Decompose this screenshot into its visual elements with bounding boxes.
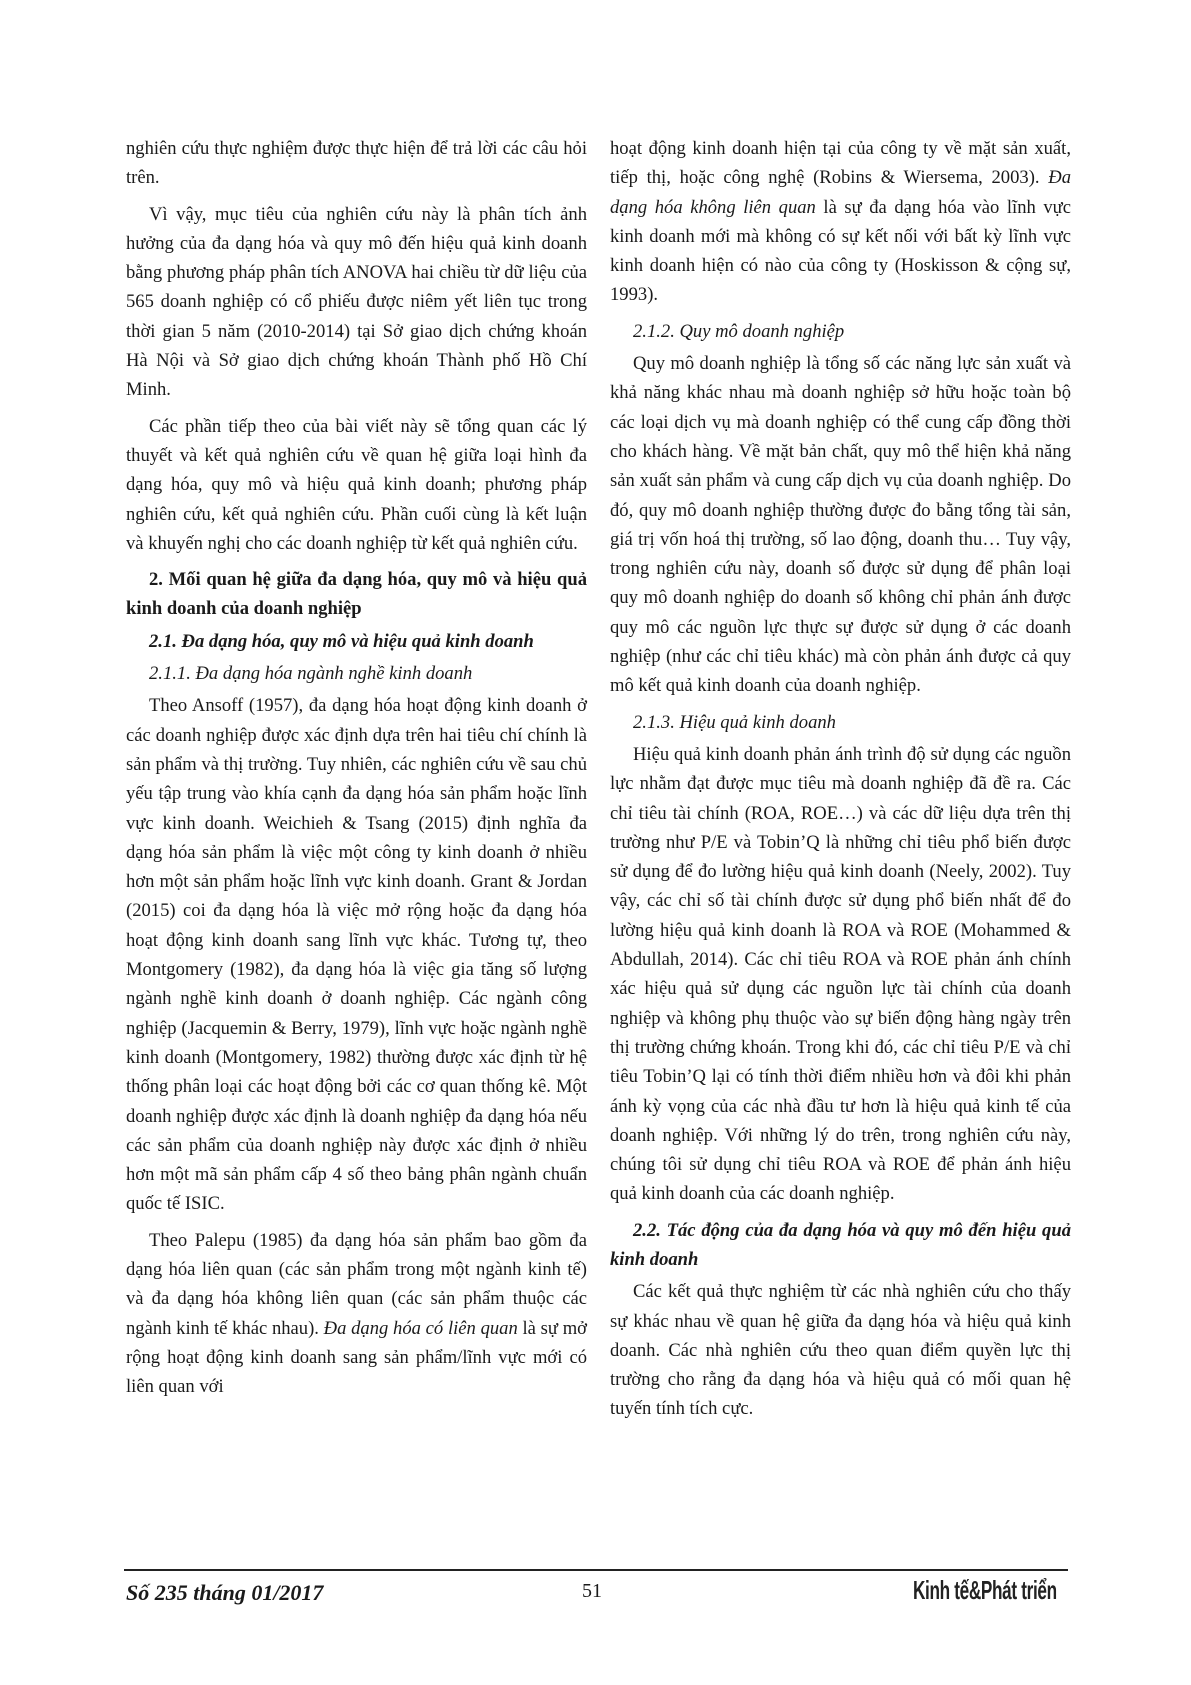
paragraph: Hiệu quả kinh doanh phản ánh trình độ sử dụng các nguồn lực nhằm đạt được mục tiêu mà doanh nghiệp đã đề ra. Các chỉ tiêu tài chính (ROA, ROE…) và các dữ liệu dựa trên thị trường như P/E và Tobin’Q là những chỉ tiêu phổ biến được sử dụng để đo lường hiệu quả kinh doanh (Neely, 2002). Tuy vậy, các chỉ số tài chính được sử dụng phổ biến nhất để đo lường hiệu quả kinh doanh là ROA và ROE (Mohammed & Abdullah, 2014). Các chỉ tiêu ROA và ROE phản ánh chính xác hiệu quả sử dụng các nguồn lực tài chính của doanh nghiệp và không phụ thuộc vào sự biến động hàng ngày trên thị trường chứng khoán. Trong khi đó, các chỉ tiêu P/E và chỉ tiêu Tobin’Q lại có tính thời điểm nhiều hơn và đôi khi phản ánh kỳ vọng của các nhà đầu tư hơn là hiệu quả kinh tế của doanh nghiệp. Với những lý do trên, trong nghiên cứu này, chúng tôi sử dụng chỉ tiêu ROA và ROE để phản ánh hiệu quả kinh doanh của các doanh nghiệp. xyxy=(610,743,1071,1205)
paragraph xyxy=(610,134,1071,310)
section-heading: 2. Mối quan hệ giữa đa dạng hóa, quy mô và hiệu quả kinh doanh của doanh nghiệp xyxy=(126,569,587,620)
right-column xyxy=(610,134,1071,1431)
subsection-heading: 2.2. Tác động của đa dạng hóa và quy mô đến hiệu quả kinh doanh xyxy=(610,1219,1071,1270)
italic-term: Đa dạng hóa có liên quan xyxy=(323,1317,518,1339)
paragraph: Theo Ansoff (1957), đa dạng hóa hoạt động kinh doanh ở các doanh nghiệp được xác định dựa trên hai tiêu chí chính là sản phẩm và thị trường. Tuy nhiên, các nghiên cứu về sau chủ yếu tập trung vào khía cạnh đa dạng hóa sản phẩm hoặc lĩnh vực kinh doanh. Weichieh & Tsang (2015) định nghĩa đa dạng hóa sản phẩm là việc một công ty kinh doanh ở nhiều hơn một sản phẩm hoặc lĩnh vực kinh doanh. Grant & Jordan (2015) coi đa dạng hóa là việc mở rộng hoặc đa dạng hóa hoạt động kinh doanh sang lĩnh vực khác. Tương tự, theo Montgomery (1982), đa dạng hóa là việc gia tăng số lượng ngành nghề kinh doanh ở doanh nghiệp. Các ngành công nghiệp (Jacquemin & Berry, 1979), lĩnh vực hoặc ngành nghề kinh doanh (Montgomery, 1982) thường được xác định từ hệ thống phân loại các hoạt động bởi các cơ quan thống kê. Một doanh nghiệp được xác định là doanh nghiệp đa dạng hóa nếu các sản phẩm của doanh nghiệp này được xác định ở nhiều hơn một mã sản phẩm cấp 4 số theo bảng phân ngành chuẩn quốc tế ISIC. xyxy=(126,695,587,1215)
subsubsection-heading: 2.1.2. Quy mô doanh nghiệp xyxy=(633,320,845,342)
subsubsection-heading: 2.1.1. Đa dạng hóa ngành nghề kinh doanh xyxy=(149,663,473,685)
subsection-heading: 2.1. Đa dạng hóa, quy mô và hiệu quả kinh doanh xyxy=(149,630,534,652)
text-run: hoạt động kinh doanh hiện tại của công ty về mặt sản xuất, tiếp thị, hoặc công nghệ (Robins & Wiersema, 2003). xyxy=(610,138,1071,189)
footer-rule xyxy=(124,1569,1068,1571)
paragraph: Các phần tiếp theo của bài viết này sẽ tổng quan các lý thuyết và kết quả nghiên cứu về quan hệ giữa loại hình đa dạng hóa, quy mô và hiệu quả kinh doanh; phương pháp nghiên cứu, kết quả nghiên cứu. Phần cuối cùng là kết luận và khuyến nghị cho các doanh nghiệp từ kết quả nghiên cứu. xyxy=(126,415,587,554)
paragraph: Các kết quả thực nghiệm từ các nhà nghiên cứu cho thấy sự khác nhau về quan hệ giữa đa dạng hóa và hiệu quả kinh doanh. Các nhà nghiên cứu theo quan điểm quyền lực thị trường cho rằng đa dạng hóa và hiệu quả có mối quan hệ tuyến tính tích cực. xyxy=(610,1281,1071,1420)
italic-term: Đa dạng hóa không liên quan xyxy=(610,167,1071,218)
text-run: là sự mở rộng hoạt động kinh doanh sang sản phẩm/lĩnh vực mới có liên quan với xyxy=(126,1317,587,1398)
subsubsection-heading: 2.1.3. Hiệu quả kinh doanh xyxy=(633,711,836,733)
paragraph: Quy mô doanh nghiệp là tổng số các năng lực sản xuất và khả năng khác nhau mà doanh nghiệp sở hữu hoặc toàn bộ các loại dịch vụ mà doanh nghiệp có thể cung cấp đồng thời cho khách hàng. Về mặt bản chất, quy mô thể hiện khả năng sản xuất sản phẩm và cung cấp dịch vụ của doanh nghiệp. Do đó, quy mô doanh nghiệp thường được đo bằng tổng tài sản, giá trị vốn hoá thị trường, số lao động, doanh thu… Tuy vậy, trong nghiên cứu này, doanh số được sử dụng để phân loại quy mô doanh nghiệp do doanh số không chỉ phản ánh được quy mô các nguồn lực thực sự được sử dụng ở các doanh nghiệp (như các chỉ tiêu khác) mà còn phản ánh được cả quy mô kết quả kinh doanh của doanh nghiệp. xyxy=(610,353,1071,697)
left-column xyxy=(126,134,587,1408)
page-number: 51 xyxy=(582,1580,602,1602)
journal-logo: Kinh tế&Phát triển xyxy=(913,1575,1057,1605)
text-run: là sự đa dạng hóa vào lĩnh vực kinh doanh mới mà không có sự kết nối với bất kỳ lĩnh vực kinh doanh hiện có nào của công ty (Hoskisson & cộng sự, 1993). xyxy=(610,196,1072,306)
issue-label: Số 235 tháng 01/2017 xyxy=(126,1580,324,1605)
text-run: Theo Palepu (1985) đa dạng hóa sản phẩm bao gồm đa dạng hóa liên quan (các sản phẩm trong một ngành kinh tế) và đa dạng hóa không liên quan (các sản phẩm thuộc các ngành kinh tế khác nhau). xyxy=(126,1229,587,1339)
paragraph xyxy=(126,1226,587,1402)
paragraph: nghiên cứu thực nghiệm được thực hiện để trả lời các câu hỏi trên. xyxy=(126,138,587,189)
paragraph: Vì vậy, mục tiêu của nghiên cứu này là phân tích ảnh hưởng của đa dạng hóa và quy mô đến hiệu quả kinh doanh bằng phương pháp phân tích ANOVA hai chiều từ dữ liệu của 565 doanh nghiệp có cổ phiếu được niêm yết liên tục trong thời gian 5 năm (2010-2014) tại Sở giao dịch chứng khoán Hà Nội và Sở giao dịch chứng khoán Thành phố Hồ Chí Minh. xyxy=(126,203,587,401)
